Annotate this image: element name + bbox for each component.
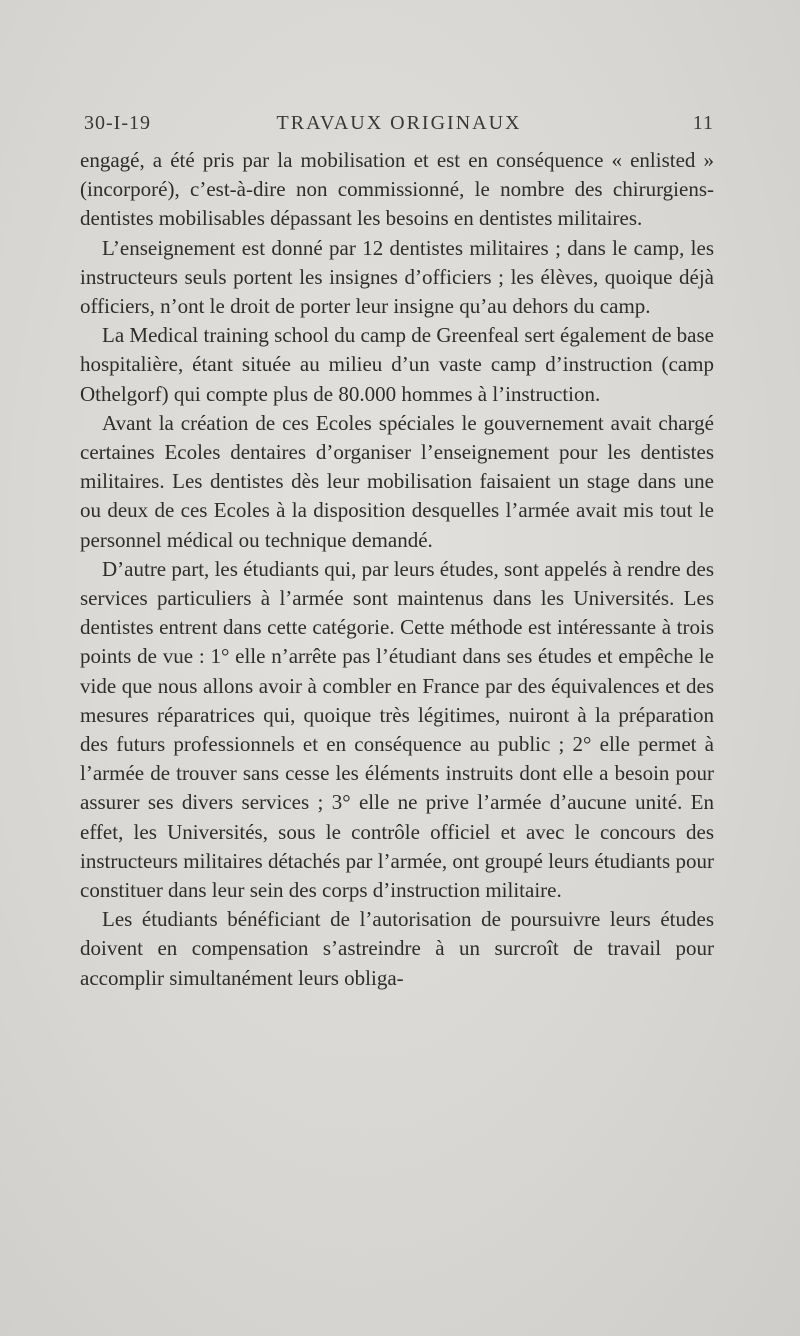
paragraph: Les étudiants bénéficiant de l’autorisation de poursuivre leurs études doivent en compensation s’astreindre à un surcroît de travail pour accomplir simultanément leurs obliga-: [80, 907, 714, 990]
paragraph: D’autre part, les étudiants qui, par leurs études, sont appelés à rendre des services particuliers à l’armée sont maintenus dans les Universités. Les dentistes entrent dans cette catégorie. Cette méthode est intéressante à trois points de vue : 1° elle n’arrête pas l’étudiant dans ses études et empêche le vide que nous allons avoir à combler en France par des équivalences et des mesures réparatrices qui, quoique très légitimes, nuiront à la préparation des futurs professionnels et en conséquence au public ; 2° elle permet à l’armée de trouver sans cesse les éléments instruits dont elle a besoin pour assurer ses divers services ; 3° elle ne prive l’armée d’aucune unité. En effet, les Universités, sous le contrôle officiel et avec le concours des instructeurs militaires détachés par l’armée, ont groupé leurs étudiants pour constituer dans leur sein des corps d’instruction militaire.: [80, 556, 714, 903]
paragraph: La Medical training school du camp de Greenfeal sert également de base hospitalière, étant située au milieu d’un vaste camp d’instruction (camp Othelgorf) qui compte plus de 80.000 hommes à l’instruction.: [80, 323, 714, 406]
paragraph: L’enseignement est donné par 12 dentistes militaires ; dans le camp, les instructeurs seuls portent les insignes d’officiers ; les élèves, quoique déjà officiers, n’ont le droit de porter leur insigne qu’au dehors du camp.: [80, 235, 714, 319]
header-title: TRAVAUX ORIGINAUX: [276, 112, 522, 134]
paragraph-continuation: engagé, a été pris par la mobilisation et est en conséquence « enlisted » (incorporé), c’est-à-dire non commissionné, le nombre des chirurgiens-dentistes mobilisables dépassant les besoins en dentistes militaires.: [80, 148, 714, 231]
header-date: 30-I-19: [84, 112, 151, 134]
running-header: [84, 112, 714, 146]
paragraph: Avant la création de ces Ecoles spéciales le gouvernement avait chargé certaines Ecoles dentaires d’organiser l’enseignement pour les dentistes militaires. Les dentistes dès leur mobilisation faisaient un stage dans une ou deux de ces Ecoles à la disposition desquelles l’armée avait mis tout le personnel médical ou technique demandé.: [80, 410, 714, 552]
body-text: [80, 146, 714, 993]
page-number: 11: [692, 112, 714, 134]
